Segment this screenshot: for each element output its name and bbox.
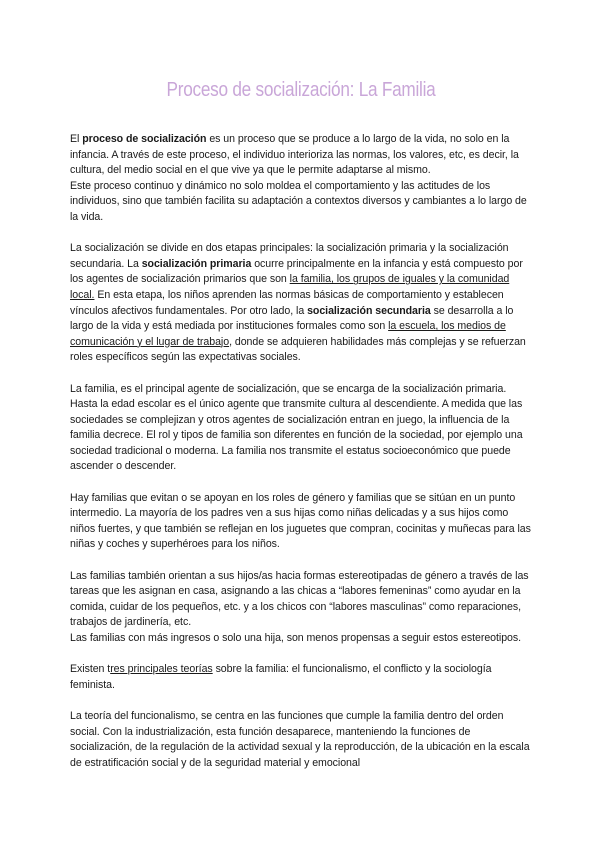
underlined-agentes-primarios: la familia, los grupos de iguales y la comunidad local.	[70, 273, 510, 301]
paragraph-teorias	[70, 662, 532, 693]
paragraph-funcionalismo: La teoría del funcionalismo, se centra en las funciones que cumple la familia dentro del orden social. Con la industrialización, esta función desaparece, manteniendo la funciones de socialización, de la regulación de la actividad sexual y la reproducción, de la ubicación en la escala de estratificación social y de la seguridad material y emocional	[70, 709, 530, 769]
text-span: se desarrolla a lo largo de la vida y está mediada por instituciones formales como son	[70, 304, 514, 333]
paragraph-gap	[70, 475, 532, 491]
bold-term-proceso: proceso de socialización	[82, 133, 207, 145]
paragraph-gap	[70, 226, 532, 242]
document-page	[70, 78, 532, 771]
bold-term-secundaria: socialización secundaria	[307, 304, 431, 317]
text-span: , donde se adquieren habilidades más complejas y se refuerzan roles específicos según las expectativas sociales.	[70, 335, 526, 364]
paragraph-tareas: Las familias también orientan a sus hijos/as hacia formas estereotipadas de género a través de las tareas que les asignan en casa, asignando a las chicas a “labores femeninas” como ayudar en la comida, cuidar de los pequeños, etc. y a los chicos con “labores masculinas” como reparaciones, trabajos de jardinería, etc.	[70, 569, 529, 629]
paragraph-intro	[70, 132, 532, 179]
text-span: es un proceso que se produce a lo largo de la vida, no solo en la infancia. A través de este proceso, el individuo interioriza las normas, los valores, etc, es decir, la cultura, del medio social en el que vive ya que le permite adaptarse al mismo.	[70, 133, 519, 177]
text-span: sobre la familia: el funcionalismo, el conflicto y la sociología feminista.	[70, 663, 492, 691]
paragraph-familia-agente: La familia, es el principal agente de socialización, que se encarga de la socialización primaria. Hasta la edad escolar es el único agente que transmite cultura al descendiente. A medida que las sociedades se complejizan y otros agentes de socialización entran en juego, la influencia de la familia decrece. El rol y tipos de familia son diferentes en función de la sociedad, por ejemplo una sociedad tradicional o moderna. La familia nos transmite el estatus socioeconómico que puede ascender o descender.	[70, 382, 523, 473]
paragraph-gap	[70, 693, 532, 709]
underlined-agentes-secundarios: la escuela, los medios de comunicación y el lugar de trabajo	[70, 320, 506, 348]
paragraph-roles-genero: Hay familias que evitan o se apoyan en los roles de género y familias que se sitúan en un punto intermedio. La mayoría de los padres ven a sus hijas como niñas delicadas y a sus hijos como niños fuertes, y que también se reflejan en los juguetes que compran, cocinitas y muñecas para las niñas y coches y superhéroes para los niños.	[70, 491, 531, 551]
document-title: Proceso de socialización: La Familia	[166, 79, 436, 101]
underlined-teorias: res principales teorías	[110, 663, 213, 676]
text-span: ocurre principalmente en la infancia y está compuesto por los agentes de socialización primarios que son	[70, 257, 523, 286]
paragraph-continuo: Este proceso continuo y dinámico no solo moldea el comportamiento y las actitudes de los individuos, sino que también facilita su adaptación a contextos diversos y cambiantes a lo largo de la vida.	[70, 179, 527, 223]
text-span: Existen t	[70, 663, 111, 676]
bold-term-primaria: socialización primaria	[141, 257, 252, 270]
text-span: La socialización se divide en dos etapas principales: la socialización primaria y la socialización secundaria. La	[70, 242, 509, 270]
text-span: En esta etapa, los niños aprenden las normas básicas de comportamiento y establecen vínculos afectivos fundamentales. Por otro lado, la	[70, 288, 504, 317]
paragraph-gap	[70, 647, 532, 663]
paragraph-etapas	[70, 241, 532, 366]
paragraph-gap	[70, 366, 532, 382]
paragraph-ingresos: Las familias con más ingresos o solo una hija, son menos propensas a seguir estos estereotipos.	[70, 632, 522, 644]
paragraph-gap	[70, 553, 532, 569]
text-span: El	[70, 133, 83, 145]
